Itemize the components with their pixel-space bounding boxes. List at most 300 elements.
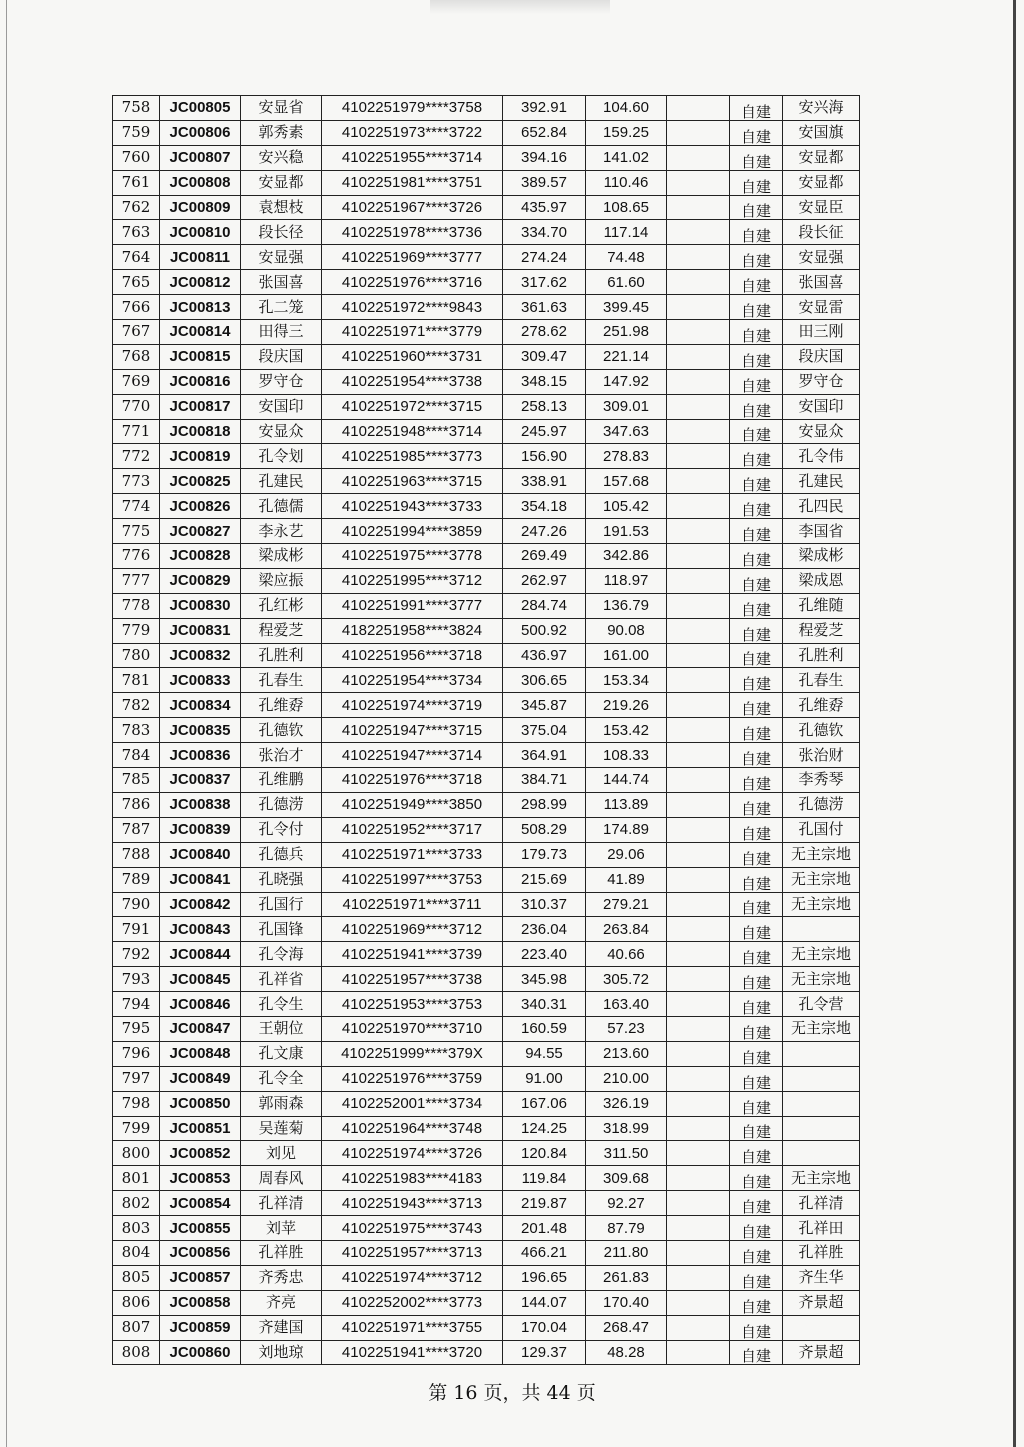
area-2: 48.28 (586, 1340, 667, 1365)
blank-cell (667, 942, 730, 967)
area-1: 309.47 (503, 344, 586, 369)
area-1: 258.13 (503, 394, 586, 419)
parcel-code: JC00827 (160, 519, 241, 544)
table-row (113, 1016, 860, 1041)
parcel-code: JC00854 (160, 1191, 241, 1216)
right-holder: 孔维随 (783, 593, 860, 618)
area-2: 113.89 (586, 792, 667, 817)
holder-name: 孔德钦 (241, 718, 322, 743)
holder-name: 孔二笼 (241, 295, 322, 320)
id-number: 4102251967****3726 (322, 195, 503, 220)
blank-cell (667, 1066, 730, 1091)
page-edge-left (6, 0, 7, 1447)
right-holder: 无主宗地 (783, 892, 860, 917)
build-type: 自建 (730, 1216, 783, 1241)
holder-name: 孔维孬 (241, 693, 322, 718)
parcel-code: JC00839 (160, 817, 241, 842)
parcel-code: JC00828 (160, 544, 241, 569)
area-2: 221.14 (586, 344, 667, 369)
row-number: 802 (113, 1191, 160, 1216)
blank-cell (667, 1265, 730, 1290)
build-type: 自建 (730, 1166, 783, 1191)
id-number: 4102251941****3720 (322, 1340, 503, 1365)
row-number: 800 (113, 1141, 160, 1166)
holder-name: 孔文康 (241, 1041, 322, 1066)
build-type: 自建 (730, 1116, 783, 1141)
area-2: 105.42 (586, 494, 667, 519)
area-2: 104.60 (586, 96, 667, 121)
table-row (113, 867, 860, 892)
holder-name: 孔春生 (241, 668, 322, 693)
parcel-code: JC00832 (160, 643, 241, 668)
table-row (113, 320, 860, 345)
blank-cell (667, 1315, 730, 1340)
build-type: 自建 (730, 419, 783, 444)
area-2: 263.84 (586, 917, 667, 942)
holder-name: 刘苹 (241, 1216, 322, 1241)
holder-name: 孔令付 (241, 817, 322, 842)
area-1: 310.37 (503, 892, 586, 917)
holder-name: 刘地琼 (241, 1340, 322, 1365)
area-1: 236.04 (503, 917, 586, 942)
blank-cell (667, 1240, 730, 1265)
parcel-code: JC00848 (160, 1041, 241, 1066)
right-holder: 安显都 (783, 145, 860, 170)
id-number: 4102251971****3755 (322, 1315, 503, 1340)
right-holder: 孔祥胜 (783, 1240, 860, 1265)
id-number: 4102251953****3753 (322, 992, 503, 1017)
area-1: 223.40 (503, 942, 586, 967)
row-number: 786 (113, 792, 160, 817)
id-number: 4102251995****3712 (322, 568, 503, 593)
area-2: 87.79 (586, 1216, 667, 1241)
area-1: 392.91 (503, 96, 586, 121)
id-number: 4102251979****3758 (322, 96, 503, 121)
build-type: 自建 (730, 1091, 783, 1116)
row-number: 762 (113, 195, 160, 220)
holder-name: 安国印 (241, 394, 322, 419)
id-number: 4102251943****3713 (322, 1191, 503, 1216)
parcel-code: JC00841 (160, 867, 241, 892)
area-2: 309.01 (586, 394, 667, 419)
build-type: 自建 (730, 145, 783, 170)
id-number: 4102251975****3743 (322, 1216, 503, 1241)
holder-name: 齐建国 (241, 1315, 322, 1340)
right-holder: 段庆国 (783, 344, 860, 369)
area-1: 338.91 (503, 469, 586, 494)
parcel-code: JC00814 (160, 320, 241, 345)
table-row (113, 618, 860, 643)
id-number: 4102251976****3718 (322, 768, 503, 793)
blank-cell (667, 120, 730, 145)
blank-cell (667, 394, 730, 419)
id-number: 4102251972****3715 (322, 394, 503, 419)
parcel-code: JC00860 (160, 1340, 241, 1365)
right-holder: 张国喜 (783, 270, 860, 295)
right-holder: 李秀琴 (783, 768, 860, 793)
parcel-code: JC00809 (160, 195, 241, 220)
build-type: 自建 (730, 967, 783, 992)
table-row (113, 96, 860, 121)
id-number: 4102251957****3738 (322, 967, 503, 992)
parcel-code: JC00842 (160, 892, 241, 917)
area-1: 317.62 (503, 270, 586, 295)
parcel-code: JC00844 (160, 942, 241, 967)
table-row (113, 992, 860, 1017)
id-number: 4102252002****3773 (322, 1290, 503, 1315)
area-2: 92.27 (586, 1191, 667, 1216)
parcel-code: JC00810 (160, 220, 241, 245)
scan-smudge (430, 0, 610, 14)
table-row (113, 917, 860, 942)
build-type: 自建 (730, 1041, 783, 1066)
right-holder: 孔胜利 (783, 643, 860, 668)
id-number: 4102251960****3731 (322, 344, 503, 369)
row-number: 784 (113, 743, 160, 768)
right-holder: 安国印 (783, 394, 860, 419)
holder-name: 程爱芝 (241, 618, 322, 643)
build-type: 自建 (730, 519, 783, 544)
build-type: 自建 (730, 195, 783, 220)
blank-cell (667, 444, 730, 469)
area-2: 318.99 (586, 1116, 667, 1141)
holder-name: 孔红彬 (241, 593, 322, 618)
area-2: 326.19 (586, 1091, 667, 1116)
build-type: 自建 (730, 1340, 783, 1365)
id-number: 4102251976****3759 (322, 1066, 503, 1091)
build-type: 自建 (730, 1265, 783, 1290)
area-2: 219.26 (586, 693, 667, 718)
right-holder: 梁成恩 (783, 568, 860, 593)
row-number: 764 (113, 245, 160, 270)
right-holder: 孔祥田 (783, 1216, 860, 1241)
build-type: 自建 (730, 1315, 783, 1340)
area-1: 247.26 (503, 519, 586, 544)
row-number: 804 (113, 1240, 160, 1265)
parcel-code: JC00853 (160, 1166, 241, 1191)
holder-name: 张治才 (241, 743, 322, 768)
right-holder: 无主宗地 (783, 1166, 860, 1191)
id-number: 4102251955****3714 (322, 145, 503, 170)
holder-name: 郭雨森 (241, 1091, 322, 1116)
area-1: 652.84 (503, 120, 586, 145)
area-1: 124.25 (503, 1116, 586, 1141)
parcel-code: JC00826 (160, 494, 241, 519)
blank-cell (667, 270, 730, 295)
area-1: 219.87 (503, 1191, 586, 1216)
blank-cell (667, 519, 730, 544)
holder-name: 李永艺 (241, 519, 322, 544)
id-number: 4102251964****3748 (322, 1116, 503, 1141)
parcel-code: JC00818 (160, 419, 241, 444)
area-1: 384.71 (503, 768, 586, 793)
page-footer: 第 16 页，共 44 页 (428, 1382, 596, 1404)
parcel-code: JC00830 (160, 593, 241, 618)
blank-cell (667, 1166, 730, 1191)
parcel-code: JC00856 (160, 1240, 241, 1265)
build-type: 自建 (730, 170, 783, 195)
blank-cell (667, 469, 730, 494)
build-type: 自建 (730, 344, 783, 369)
id-number: 4102251948****3714 (322, 419, 503, 444)
area-2: 144.74 (586, 768, 667, 793)
id-number: 4102251969****3777 (322, 245, 503, 270)
blank-cell (667, 668, 730, 693)
area-2: 161.00 (586, 643, 667, 668)
area-1: 144.07 (503, 1290, 586, 1315)
blank-cell (667, 1091, 730, 1116)
area-1: 354.18 (503, 494, 586, 519)
row-number: 789 (113, 867, 160, 892)
parcel-code: JC00849 (160, 1066, 241, 1091)
row-number: 797 (113, 1066, 160, 1091)
area-2: 210.00 (586, 1066, 667, 1091)
area-2: 153.42 (586, 718, 667, 743)
area-1: 119.84 (503, 1166, 586, 1191)
area-2: 110.46 (586, 170, 667, 195)
table-row (113, 1240, 860, 1265)
blank-cell (667, 768, 730, 793)
area-2: 117.14 (586, 220, 667, 245)
area-1: 278.62 (503, 320, 586, 345)
parcel-code: JC00805 (160, 96, 241, 121)
row-number: 780 (113, 643, 160, 668)
right-holder: 安国旗 (783, 120, 860, 145)
table-row (113, 768, 860, 793)
holder-name: 吴莲菊 (241, 1116, 322, 1141)
blank-cell (667, 618, 730, 643)
right-holder (783, 1141, 860, 1166)
area-2: 347.63 (586, 419, 667, 444)
parcel-code: JC00812 (160, 270, 241, 295)
area-1: 215.69 (503, 867, 586, 892)
area-2: 174.89 (586, 817, 667, 842)
parcel-code: JC00836 (160, 743, 241, 768)
page-edge-right (1013, 0, 1016, 1447)
holder-name: 孔国锋 (241, 917, 322, 942)
holder-name: 段庆国 (241, 344, 322, 369)
area-2: 57.23 (586, 1016, 667, 1041)
holder-name: 孔德儒 (241, 494, 322, 519)
row-number: 769 (113, 369, 160, 394)
row-number: 795 (113, 1016, 160, 1041)
build-type: 自建 (730, 270, 783, 295)
table-row (113, 892, 860, 917)
parcel-code: JC00825 (160, 469, 241, 494)
build-type: 自建 (730, 220, 783, 245)
table-row (113, 145, 860, 170)
register-table (112, 95, 860, 1365)
parcel-code: JC00837 (160, 768, 241, 793)
build-type: 自建 (730, 245, 783, 270)
blank-cell (667, 643, 730, 668)
build-type: 自建 (730, 917, 783, 942)
right-holder (783, 1315, 860, 1340)
holder-name: 孔令生 (241, 992, 322, 1017)
parcel-code: JC00816 (160, 369, 241, 394)
build-type: 自建 (730, 369, 783, 394)
holder-name: 孔晓强 (241, 867, 322, 892)
area-2: 211.80 (586, 1240, 667, 1265)
right-holder (783, 1066, 860, 1091)
holder-name: 齐亮 (241, 1290, 322, 1315)
blank-cell (667, 817, 730, 842)
table-row (113, 344, 860, 369)
row-number: 771 (113, 419, 160, 444)
area-2: 251.98 (586, 320, 667, 345)
blank-cell (667, 1016, 730, 1041)
row-number: 792 (113, 942, 160, 967)
build-type: 自建 (730, 444, 783, 469)
blank-cell (667, 220, 730, 245)
area-2: 90.08 (586, 618, 667, 643)
holder-name: 刘见 (241, 1141, 322, 1166)
right-holder: 孔祥清 (783, 1191, 860, 1216)
blank-cell (667, 992, 730, 1017)
register-table-body (113, 96, 860, 1365)
build-type: 自建 (730, 768, 783, 793)
parcel-code: JC00811 (160, 245, 241, 270)
area-1: 245.97 (503, 419, 586, 444)
holder-name: 孔胜利 (241, 643, 322, 668)
right-holder (783, 1116, 860, 1141)
id-number: 4102251997****3753 (322, 867, 503, 892)
table-row (113, 568, 860, 593)
table-row (113, 942, 860, 967)
table-row (113, 245, 860, 270)
holder-name: 段长径 (241, 220, 322, 245)
area-2: 29.06 (586, 842, 667, 867)
area-1: 306.65 (503, 668, 586, 693)
build-type: 自建 (730, 792, 783, 817)
blank-cell (667, 295, 730, 320)
row-number: 793 (113, 967, 160, 992)
parcel-code: JC00847 (160, 1016, 241, 1041)
id-number: 4102251941****3739 (322, 942, 503, 967)
area-1: 364.91 (503, 743, 586, 768)
blank-cell (667, 419, 730, 444)
blank-cell (667, 718, 730, 743)
table-row (113, 1340, 860, 1365)
area-2: 153.34 (586, 668, 667, 693)
row-number: 783 (113, 718, 160, 743)
holder-name: 孔建民 (241, 469, 322, 494)
holder-name: 孔国行 (241, 892, 322, 917)
area-2: 108.65 (586, 195, 667, 220)
id-number: 4102251947****3715 (322, 718, 503, 743)
area-1: 334.70 (503, 220, 586, 245)
holder-name: 孔祥省 (241, 967, 322, 992)
row-number: 791 (113, 917, 160, 942)
parcel-code: JC00843 (160, 917, 241, 942)
right-holder: 孔令营 (783, 992, 860, 1017)
table-row (113, 693, 860, 718)
area-1: 94.55 (503, 1041, 586, 1066)
area-2: 311.50 (586, 1141, 667, 1166)
area-1: 284.74 (503, 593, 586, 618)
id-number: 4102251943****3733 (322, 494, 503, 519)
right-holder: 孔春生 (783, 668, 860, 693)
id-number: 4102251956****3718 (322, 643, 503, 668)
id-number: 4102252001****3734 (322, 1091, 503, 1116)
area-1: 508.29 (503, 817, 586, 842)
id-number: 4102251970****3710 (322, 1016, 503, 1041)
row-number: 777 (113, 568, 160, 593)
table-row (113, 519, 860, 544)
blank-cell (667, 967, 730, 992)
build-type: 自建 (730, 469, 783, 494)
right-holder: 孔国付 (783, 817, 860, 842)
build-type: 自建 (730, 668, 783, 693)
area-2: 40.66 (586, 942, 667, 967)
row-number: 790 (113, 892, 160, 917)
area-1: 345.87 (503, 693, 586, 718)
table-row (113, 419, 860, 444)
holder-name: 田得三 (241, 320, 322, 345)
table-row (113, 220, 860, 245)
area-1: 466.21 (503, 1240, 586, 1265)
build-type: 自建 (730, 992, 783, 1017)
table-row (113, 120, 860, 145)
area-1: 389.57 (503, 170, 586, 195)
area-1: 394.16 (503, 145, 586, 170)
parcel-code: JC00829 (160, 568, 241, 593)
id-number: 4102251978****3736 (322, 220, 503, 245)
area-1: 274.24 (503, 245, 586, 270)
holder-name: 安兴稳 (241, 145, 322, 170)
parcel-code: JC00813 (160, 295, 241, 320)
row-number: 805 (113, 1265, 160, 1290)
holder-name: 郭秀素 (241, 120, 322, 145)
table-row (113, 1066, 860, 1091)
right-holder: 安显都 (783, 170, 860, 195)
area-1: 120.84 (503, 1141, 586, 1166)
blank-cell (667, 1340, 730, 1365)
area-2: 305.72 (586, 967, 667, 992)
row-number: 773 (113, 469, 160, 494)
area-1: 160.59 (503, 1016, 586, 1041)
holder-name: 孔令全 (241, 1066, 322, 1091)
parcel-code: JC00859 (160, 1315, 241, 1340)
build-type: 自建 (730, 1240, 783, 1265)
parcel-code: JC00806 (160, 120, 241, 145)
table-row (113, 1216, 860, 1241)
row-number: 796 (113, 1041, 160, 1066)
right-holder: 安兴海 (783, 96, 860, 121)
parcel-code: JC00833 (160, 668, 241, 693)
row-number: 801 (113, 1166, 160, 1191)
area-2: 118.97 (586, 568, 667, 593)
area-2: 141.02 (586, 145, 667, 170)
build-type: 自建 (730, 867, 783, 892)
id-number: 4102251963****3715 (322, 469, 503, 494)
row-number: 760 (113, 145, 160, 170)
area-2: 136.79 (586, 593, 667, 618)
row-number: 785 (113, 768, 160, 793)
table-row (113, 544, 860, 569)
holder-name: 孔令划 (241, 444, 322, 469)
area-1: 170.04 (503, 1315, 586, 1340)
build-type: 自建 (730, 295, 783, 320)
build-type: 自建 (730, 643, 783, 668)
build-type: 自建 (730, 1016, 783, 1041)
build-type: 自建 (730, 494, 783, 519)
table-row (113, 1166, 860, 1191)
area-2: 213.60 (586, 1041, 667, 1066)
blank-cell (667, 320, 730, 345)
blank-cell (667, 1116, 730, 1141)
build-type: 自建 (730, 817, 783, 842)
